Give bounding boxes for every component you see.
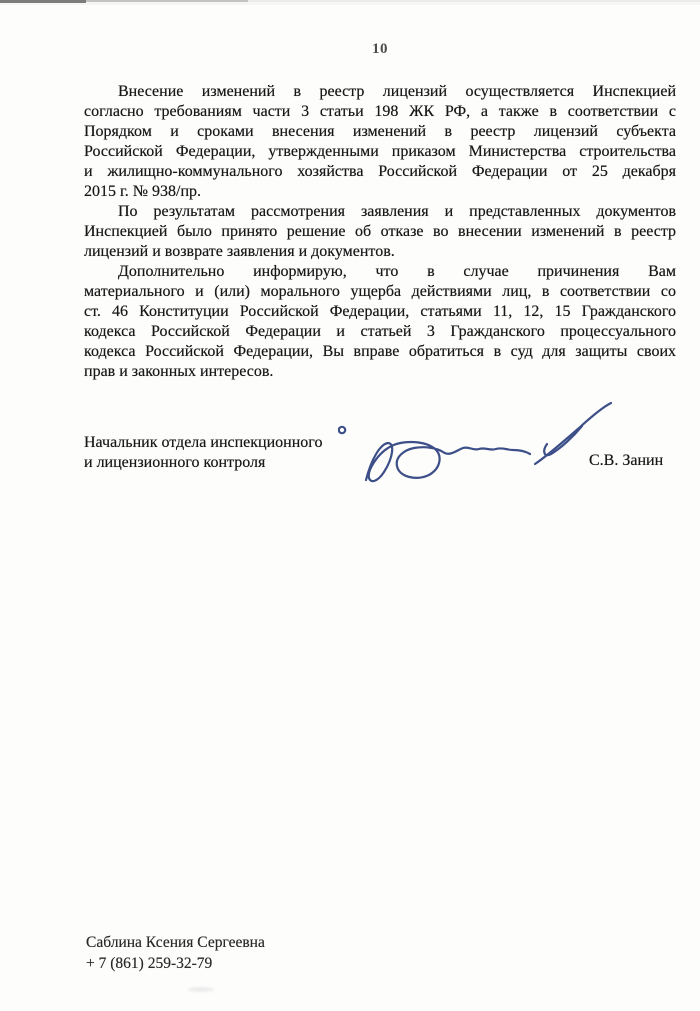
- handwritten-signature-icon: [338, 398, 616, 498]
- contact-name: Саблина Ксения Сергеевна: [86, 934, 265, 951]
- text-line: прав и законных интересов.: [84, 363, 274, 380]
- text-line: По результатам рассмотрения заявления и представленных документов: [118, 203, 676, 220]
- text-line: лицензий и возврате заявления и документов.: [84, 243, 395, 260]
- text-line: Внесение изменений в реестр лицензий осуществляется Инспекцией: [118, 83, 676, 100]
- scan-edge-artifact: [0, 0, 86, 3]
- scan-smudge-artifact: [188, 987, 214, 992]
- contact-block: [86, 932, 265, 974]
- paragraph: [84, 202, 676, 262]
- text-line: Инспекцией было принято решение об отказе во внесении изменений в реестр: [84, 223, 676, 240]
- page-number: 10: [372, 41, 388, 57]
- text-line: 2015 г. № 938/пр.: [84, 183, 202, 200]
- letter-body: [84, 82, 676, 382]
- scan-edge-artifact: [86, 0, 248, 2]
- paragraph: [84, 262, 676, 382]
- text-line: Дополнительно информирую, что в случае причинения Вам: [118, 263, 676, 280]
- text-line: кодекса Российской Федерации, Вы вправе обратиться в суд для защиты своих: [84, 343, 676, 360]
- text-line: Российской Федерации, утвержденными приказом Министерства строительства: [84, 143, 676, 160]
- text-line: согласно требованиям части 3 статьи 198 ЖК РФ, а также в соответствии с: [84, 103, 676, 120]
- text-line: и жилищно-коммунального хозяйства Российской Федерации от 25 декабря: [84, 163, 676, 180]
- text-line: ст. 46 Конституции Российской Федерации, статьями 11, 12, 15 Гражданского: [84, 303, 676, 320]
- scan-edge-artifact: [248, 0, 700, 2]
- text-line: материального и (или) морального ущерба действиями лиц, в соответствии со: [84, 283, 676, 300]
- text-line: Порядком и сроками внесения изменений в реестр лицензий субъекта: [84, 123, 676, 140]
- signatory-name: С.В. Занин: [589, 452, 664, 469]
- signature-strokes: [339, 403, 611, 481]
- position-line: Начальник отдела инспекционного: [84, 434, 323, 451]
- text-line: кодекса Российской Федерации и статьей 3 Гражданского процессуального: [84, 323, 676, 340]
- paragraph: [84, 82, 676, 202]
- position-line: и лицензионного контроля: [84, 454, 266, 471]
- contact-phone: + 7 (861) 259-32-79: [86, 955, 213, 972]
